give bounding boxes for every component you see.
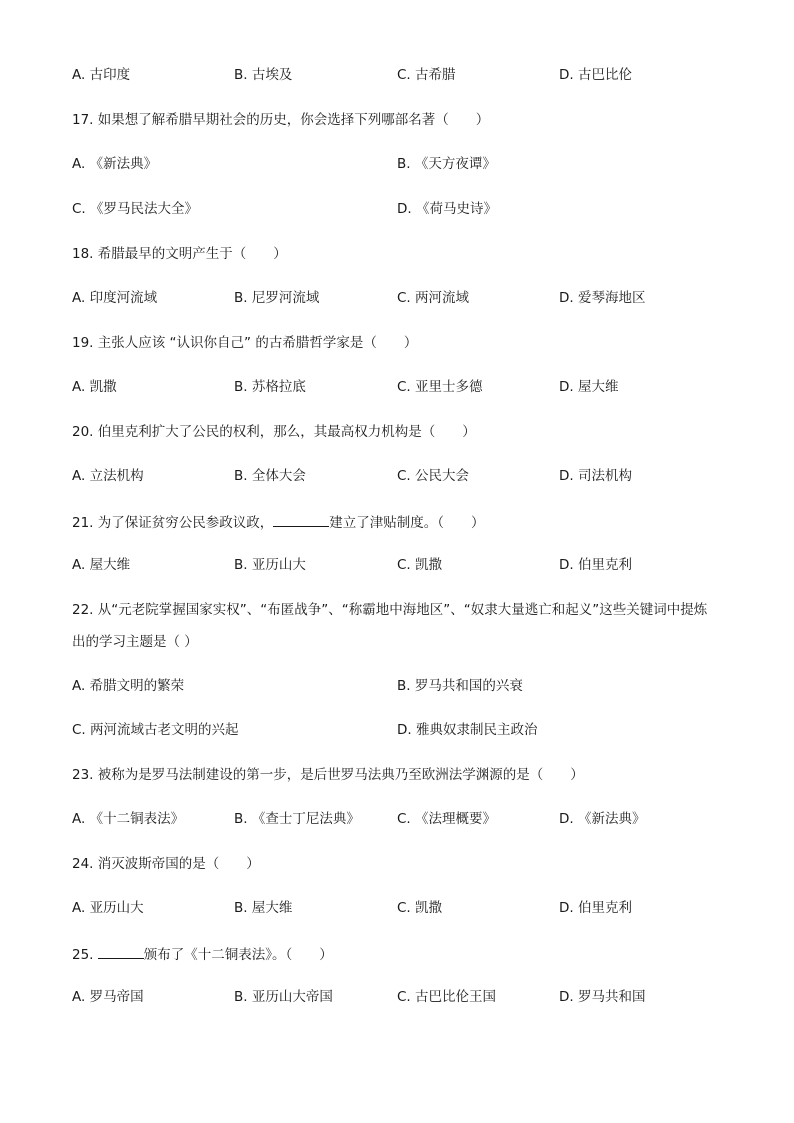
q21-option-b: B. 亚历山大 — [234, 557, 306, 573]
q18-option-c: C. 两河流域 — [397, 290, 470, 306]
q18-stem: 18. 希腊最早的文明产生于（ ） — [72, 246, 287, 262]
q18-option-b: B. 尼罗河流域 — [234, 290, 320, 306]
q19-stem: 19. 主张人应该 “认识你自己” 的古希腊哲学家是（ ） — [72, 335, 418, 351]
q21-stem-after: 建立了津贴制度。（ ） — [329, 515, 485, 531]
q16-option-b: B. 古埃及 — [234, 67, 293, 83]
q24-option-a: A. 亚历山大 — [72, 900, 144, 916]
q25-answer-blank — [98, 944, 144, 959]
q21-answer-blank — [273, 512, 329, 527]
q22-option-d: D. 雅典奴隶制民主政治 — [397, 722, 538, 738]
q23-option-a: A. 《十二铜表法》 — [72, 811, 185, 827]
q17-option-c: C. 《罗马民法大全》 — [72, 201, 199, 217]
q19-option-a: A. 凯撒 — [72, 379, 117, 395]
q22-stem-line1: 22. 从“元老院掌握国家实权”、“布匿战争”、“称霸地中海地区”、“奴隶大量逃亡和起义”这些关键词中提炼 — [72, 602, 708, 618]
q21-option-d: D. 伯里克利 — [559, 557, 632, 573]
q22-stem-line2: 出的学习主题是（ ） — [72, 634, 198, 650]
q20-option-d: D. 司法机构 — [559, 468, 632, 484]
q23-option-d: D. 《新法典》 — [559, 811, 646, 827]
q18-option-a: A. 印度河流域 — [72, 290, 158, 306]
q17-option-a: A. 《新法典》 — [72, 156, 158, 172]
q25-option-a: A. 罗马帝国 — [72, 989, 144, 1005]
q21-option-a: A. 屋大维 — [72, 557, 131, 573]
q25-stem-before: 25. — [72, 947, 98, 963]
q17-stem: 17. 如果想了解希腊早期社会的历史，你会选择下列哪部名著（ ） — [72, 112, 490, 128]
q16-option-a: A. 古印度 — [72, 67, 131, 83]
q20-stem: 20. 伯里克利扩大了公民的权利，那么，其最高权力机构是（ ） — [72, 424, 476, 440]
q17-option-d: D. 《荷马史诗》 — [397, 201, 497, 217]
q21-stem-before: 21. 为了保证贫穷公民参政议政， — [72, 515, 274, 531]
q25-option-c: C. 古巴比伦王国 — [397, 989, 497, 1005]
q18-option-d: D. 爱琴海地区 — [559, 290, 646, 306]
q21-option-c: C. 凯撒 — [397, 557, 443, 573]
q23-option-b: B. 《查士丁尼法典》 — [234, 811, 360, 827]
q22-option-a: A. 希腊文明的繁荣 — [72, 678, 185, 694]
q25-option-b: B. 亚历山大帝国 — [234, 989, 333, 1005]
q25-option-d: D. 罗马共和国 — [559, 989, 646, 1005]
q19-option-c: C. 亚里士多德 — [397, 379, 483, 395]
q21-stem — [72, 512, 485, 532]
q23-stem: 23. 被称为是罗马法制建设的第一步，是后世罗马法典乃至欧洲法学渊源的是（ ） — [72, 767, 584, 783]
q20-option-c: C. 公民大会 — [397, 468, 470, 484]
q22-option-c: C. 两河流域古老文明的兴起 — [72, 722, 239, 738]
q24-option-b: B. 屋大维 — [234, 900, 293, 916]
q24-option-c: C. 凯撒 — [397, 900, 443, 916]
q19-option-d: D. 屋大维 — [559, 379, 619, 395]
q25-stem-after: 颁布了《十二铜表法》。（ ） — [143, 947, 333, 963]
q20-option-b: B. 全体大会 — [234, 468, 306, 484]
q16-option-d: D. 古巴比伦 — [559, 67, 632, 83]
q19-option-b: B. 苏格拉底 — [234, 379, 306, 395]
q20-option-a: A. 立法机构 — [72, 468, 144, 484]
q23-option-c: C. 《法理概要》 — [397, 811, 497, 827]
q24-option-d: D. 伯里克利 — [559, 900, 632, 916]
q17-option-b: B. 《天方夜谭》 — [397, 156, 496, 172]
q16-option-c: C. 古希腊 — [397, 67, 456, 83]
q25-stem — [72, 944, 333, 964]
q24-stem: 24. 消灭波斯帝国的是（ ） — [72, 856, 260, 872]
q22-option-b: B. 罗马共和国的兴衰 — [397, 678, 523, 694]
